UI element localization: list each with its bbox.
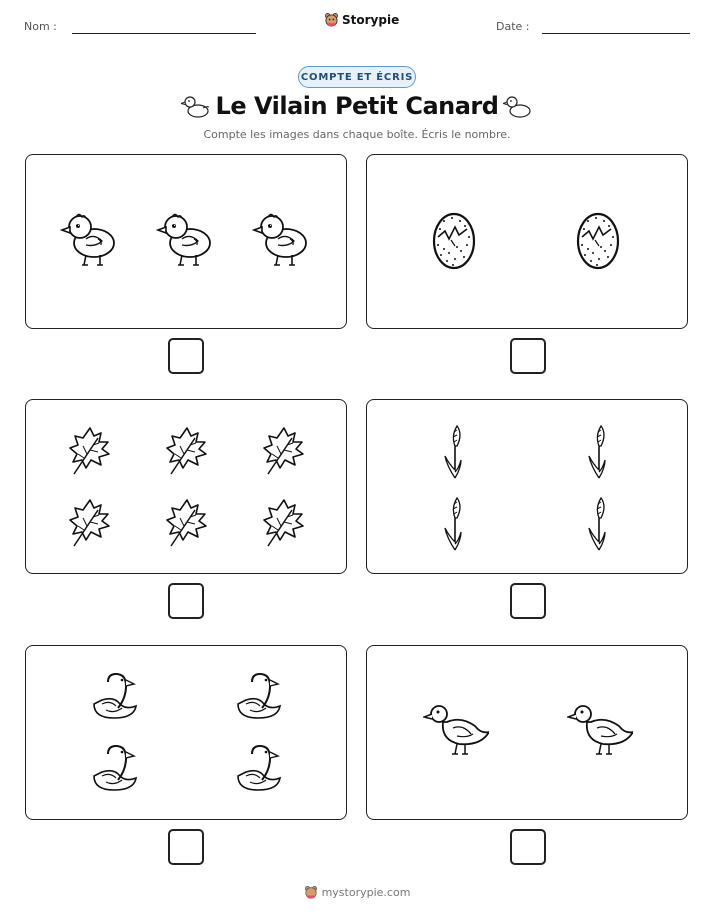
leaf-icon [68,424,112,476]
name-label: Nom : [24,20,57,33]
count-box-4 [366,399,688,574]
footer [0,885,714,899]
page-title: Le Vilain Petit Canard [215,92,499,120]
activity-tag: COMPTE ET ÉCRIS [298,66,416,88]
leaf-icon [68,496,112,548]
count-box-2 [366,154,688,329]
duckling-icon [503,93,533,121]
answer-box-4[interactable] [510,583,546,619]
swan-icon [232,740,282,794]
answer-box-6[interactable] [510,829,546,865]
count-box-3 [25,399,347,574]
answer-box-1[interactable] [168,338,204,374]
reed-icon [441,494,469,552]
date-label: Date : [496,20,530,33]
instruction-text: Compte les images dans chaque boîte. Écris le nombre. [203,128,511,141]
leaf-icon [165,424,209,476]
swan-icon [88,668,138,722]
bear-mascot-icon [324,12,339,27]
swan-icon [88,740,138,794]
brand-logo [324,12,399,27]
duck-icon [567,700,633,760]
duckling-icon [60,209,116,271]
duckling-icon [156,209,212,271]
cracked-egg-icon [571,207,625,273]
leaf-icon [262,496,306,548]
cracked-egg-icon [427,207,481,273]
count-box-1 [25,154,347,329]
name-field[interactable] [72,33,256,34]
answer-box-5[interactable] [168,829,204,865]
answer-box-2[interactable] [510,338,546,374]
swan-icon [232,668,282,722]
date-field[interactable] [542,33,690,34]
answer-box-3[interactable] [168,583,204,619]
count-box-5 [25,645,347,820]
reed-icon [441,422,469,480]
count-box-6 [366,645,688,820]
leaf-icon [262,424,306,476]
duckling-icon [252,209,308,271]
brand-name: Storypie [342,12,400,27]
leaf-icon [165,496,209,548]
reed-icon [585,422,613,480]
duck-icon [423,700,489,760]
reed-icon [585,494,613,552]
bear-mascot-icon [304,885,318,899]
footer-website-link[interactable]: mystorypie.com [321,885,411,899]
